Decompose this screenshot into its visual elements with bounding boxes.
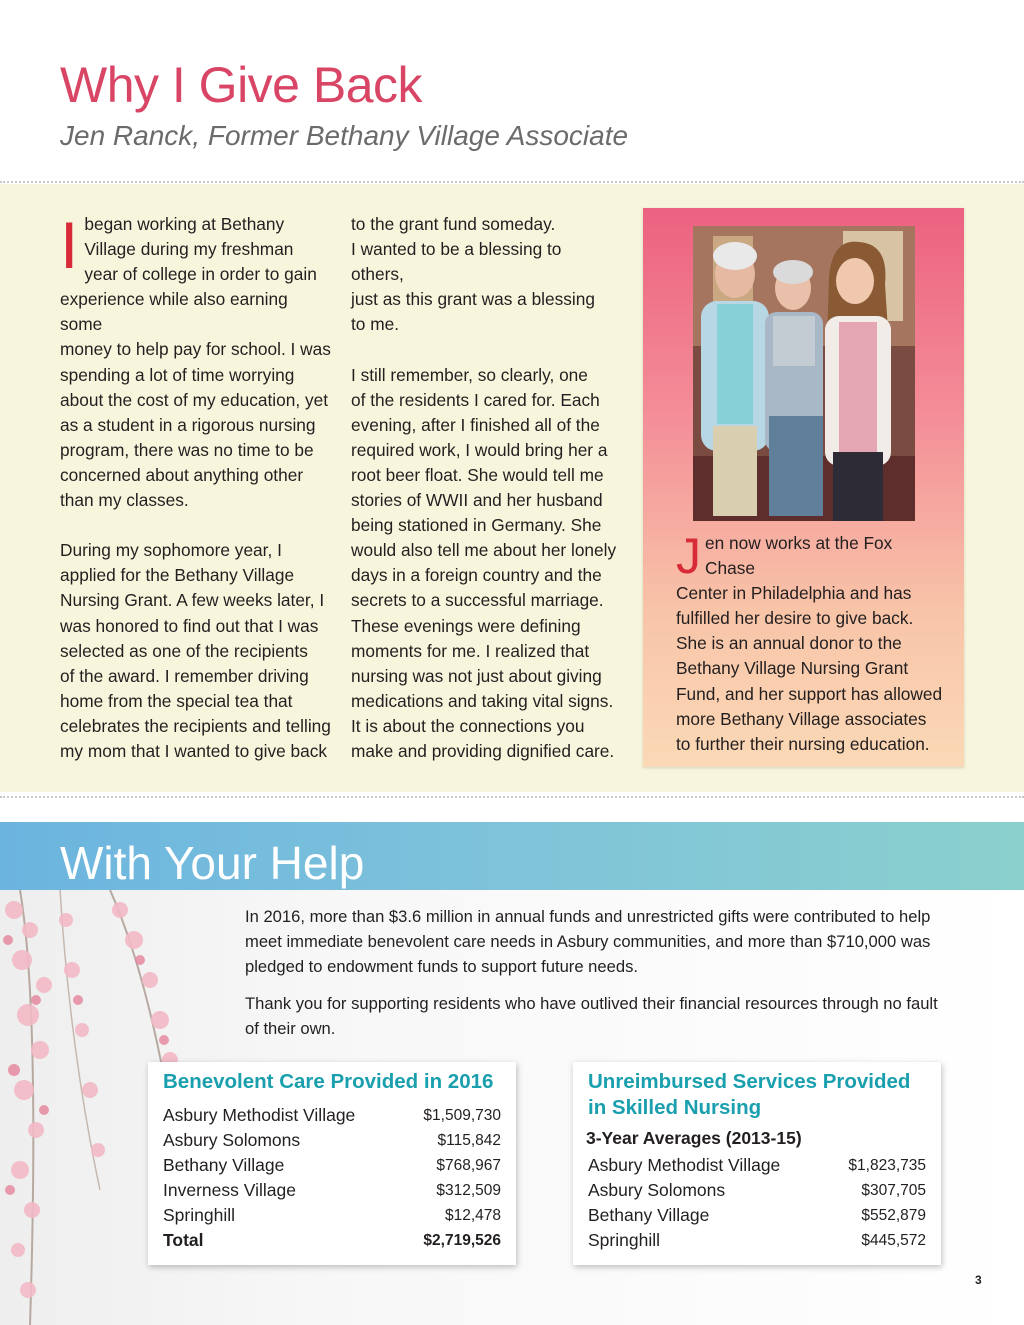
table-row <box>588 1228 926 1253</box>
total-label: Total <box>163 1230 204 1250</box>
table-row <box>163 1203 501 1228</box>
sidebar-line: Fund, and her support has allowed <box>676 683 943 704</box>
table-row <box>163 1128 501 1153</box>
table-row <box>163 1153 501 1178</box>
story-line: evening, after I finished all of the <box>351 414 600 435</box>
row-label: Springhill <box>588 1230 660 1250</box>
sidebar-callout <box>643 208 964 767</box>
story-line: of the residents I cared for. Each <box>351 389 600 410</box>
story-line: was honored to find out that I was <box>60 615 319 636</box>
row-value: $12,478 <box>444 1207 501 1224</box>
story-line: than my classes. <box>60 490 189 511</box>
sidebar-line: She is an annual donor to the <box>676 633 902 654</box>
total-row <box>163 1228 501 1253</box>
story-line: It is about the connections you <box>351 715 585 736</box>
table-row <box>163 1178 501 1203</box>
story-line: required work, I would bring her a <box>351 439 608 460</box>
story-line: as a student in a rigorous nursing <box>60 414 316 435</box>
table-row <box>163 1103 501 1128</box>
sidebar-line: fulfilled her desire to give back. <box>676 608 914 629</box>
story-line: spending a lot of time worrying <box>60 364 295 385</box>
row-label: Springhill <box>163 1205 235 1225</box>
story-line: selected as one of the recipients <box>60 640 308 661</box>
table-row <box>588 1153 926 1178</box>
row-value: $768,967 <box>436 1157 501 1174</box>
row-value: $1,823,735 <box>848 1157 926 1174</box>
story-line: During my sophomore year, I <box>60 540 282 561</box>
page-subtitle: Jen Ranck, Former Bethany Village Associate <box>60 120 629 151</box>
row-value: $1,509,730 <box>423 1107 501 1124</box>
story-line: secrets to a successful marriage. <box>351 590 604 611</box>
story-line: began working at Bethany <box>84 214 285 234</box>
story-line: concerned about anything other <box>60 464 304 485</box>
sidebar-line: more Bethany Village associates <box>676 708 927 729</box>
row-value: $115,842 <box>437 1132 501 1149</box>
story-line: Nursing Grant. A few weeks later, I <box>60 590 325 611</box>
story-line: I wanted to be a blessing to others, <box>351 239 562 285</box>
story-line: just as this grant was a blessing <box>351 289 595 310</box>
story-line: my mom that I wanted to give back <box>60 740 328 761</box>
table-row <box>588 1203 926 1228</box>
help-paragraph-1: In 2016, more than $3.6 million in annual funds and unrestricted gifts were contributed to help meet immediate benevolent care needs in Asbury communities, and more than $710,000 was pledged to endowment funds to support future needs. <box>245 907 931 976</box>
story-line: about the cost of my education, yet <box>60 389 329 410</box>
story-line: stories of WWII and her husband <box>351 490 603 511</box>
sidebar-line: Center in Philadelphia and has <box>676 583 912 604</box>
table-row <box>588 1178 926 1203</box>
row-label: Bethany Village <box>588 1205 710 1225</box>
row-label: Asbury Solomons <box>163 1130 301 1150</box>
dropcap-letter: J <box>676 528 701 584</box>
row-value: $552,879 <box>861 1207 926 1224</box>
sidebar-line: Bethany Village Nursing Grant <box>676 658 909 679</box>
total-value: $2,719,526 <box>423 1232 501 1249</box>
story-line: make and providing dignified care. <box>351 740 615 761</box>
row-value: $445,572 <box>861 1232 926 1249</box>
row-label: Asbury Solomons <box>588 1180 726 1200</box>
story-column-2 <box>351 212 619 764</box>
story-line: These evenings were defining <box>351 615 581 636</box>
middle-divider <box>0 796 1024 798</box>
story-line: moments for me. I realized that <box>351 640 590 661</box>
story-line: would also tell me about her lonely <box>351 540 617 561</box>
story-line: I still remember, so clearly, one <box>351 364 588 385</box>
story-line: medications and taking vital signs. <box>351 690 614 711</box>
page-title: Why I Give Back <box>60 57 423 113</box>
row-label: Asbury Methodist Village <box>588 1155 781 1175</box>
story-line: Village during my freshman <box>84 239 294 260</box>
page-number: 3 <box>975 1273 982 1287</box>
sidebar-line: en now works at the Fox Chase <box>705 533 893 579</box>
benevolent-care-card <box>148 1062 516 1265</box>
story-column-1 <box>60 208 332 764</box>
row-label: Inverness Village <box>163 1180 296 1200</box>
story-line: to the grant fund someday. <box>351 214 556 234</box>
row-value: $312,509 <box>436 1182 501 1199</box>
card-title: Unreimbursed Services Provided in Skilled Nursing <box>588 1070 911 1119</box>
photo-three-women <box>693 226 915 521</box>
row-value: $307,705 <box>861 1182 926 1199</box>
story-line: applied for the Bethany Village <box>60 565 295 586</box>
story-line: to me. <box>351 314 400 335</box>
card-title: Benevolent Care Provided in 2016 <box>163 1070 494 1093</box>
story-line: days in a foreign country and the <box>351 565 602 586</box>
top-divider <box>0 181 1024 183</box>
dropcap-letter: I <box>60 208 79 282</box>
story-line: home from the special tea that <box>60 690 293 711</box>
story-line: money to help pay for school. I was <box>60 339 331 360</box>
card-subheading: 3-Year Averages (2013-15) <box>586 1128 802 1148</box>
story-line: celebrates the recipients and telling <box>60 715 331 736</box>
sidebar-text <box>676 528 946 757</box>
section-title: With Your Help <box>60 837 365 889</box>
story-line: program, there was no time to be <box>60 439 314 460</box>
sidebar-line: to further their nursing education. <box>676 733 930 754</box>
story-line: year of college in order to gain <box>84 264 317 285</box>
row-label: Bethany Village <box>163 1155 285 1175</box>
help-paragraph-2: Thank you for supporting residents who have outlived their financial resources through no fault of their own. <box>245 994 938 1038</box>
story-line: being stationed in Germany. She <box>351 515 602 536</box>
unreimbursed-services-card <box>573 1062 941 1265</box>
row-label: Asbury Methodist Village <box>163 1105 356 1125</box>
story-line: root beer float. She would tell me <box>351 464 604 485</box>
story-line: nursing was not just about giving <box>351 665 602 686</box>
story-line: experience while also earning some <box>60 289 288 335</box>
story-line: of the award. I remember driving <box>60 665 309 686</box>
